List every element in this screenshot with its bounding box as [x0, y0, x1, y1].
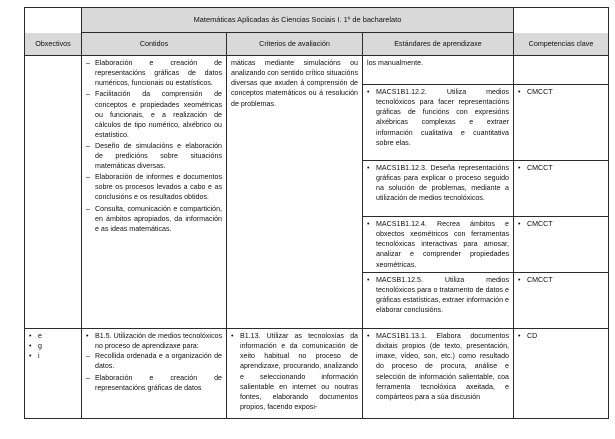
- competences-header-spacer: [514, 8, 609, 33]
- table-title: Matemáticas Aplicadas ás Ciencias Sociais I. 1º de bacharelato: [82, 8, 514, 33]
- competence-cell: [514, 273, 609, 329]
- list-item: • e: [29, 331, 77, 341]
- competence-cell: [514, 161, 609, 217]
- list-item: – Deseño de simulacións e elaboración de predicións sobre situacións matemáticas diversas.: [86, 141, 222, 171]
- standard-text: • MACS1B1.12.2. Utiliza medios tecnolóxicos para facer representacións gráficas de funcións con expresións alxébricas complexas e extraer información cualitativa e cuantitativa sobre elas.: [367, 87, 509, 148]
- table-row: [25, 329, 609, 419]
- table-row: [25, 56, 609, 85]
- header-objectives: Obxectivos: [25, 33, 82, 56]
- criteria-cell: [227, 329, 363, 419]
- criteria-text: máticas mediante simulacións ou analizando con sentido crítico situacións diversas que axuden á comprensión de conceptos matemáticos ou á resolución de problemas.: [231, 59, 358, 108]
- contents-cell: [82, 56, 227, 329]
- competence-cell: [514, 217, 609, 273]
- list-item: – Consulta, comunicación e compartición, en ámbitos apropiados, da información e as ideas matemáticas.: [86, 204, 222, 234]
- header-standards: Estándares de aprendizaxe: [363, 33, 514, 56]
- standard-cell: [363, 85, 514, 161]
- standard-text: • MACSB1.12.5. Utiliza medios tecnolóxicos para o tratamento de datos e gráficas estatísticas, extraer información e elaborar conclusións.: [367, 275, 509, 315]
- standard-cell: [363, 273, 514, 329]
- curriculum-table: [24, 7, 609, 419]
- header-row: [25, 33, 609, 56]
- objectives-header-spacer: [25, 8, 82, 33]
- objectives-cell: [25, 56, 82, 329]
- competence-cell: [514, 329, 609, 419]
- criteria-cell: [227, 56, 363, 329]
- contents-list: [86, 351, 222, 392]
- standard-cell: [363, 217, 514, 273]
- header-contents: Contidos: [82, 33, 227, 56]
- criteria-text: • B1.13. Utilizar as tecnoloxías da información e da comunicación de xeito habitual no proceso de aprendizaxe, procurando, analizando e seleccionando información salientable en internet ou noutras fontes, elaborando documentos propios, facendo exposi-: [231, 331, 358, 412]
- competence-cell: [514, 56, 609, 85]
- header-criteria: Criterios de avaliación: [227, 33, 363, 56]
- contents-cell: [82, 329, 227, 419]
- list-item: – Recollida ordenada e a organización de datos.: [86, 351, 222, 371]
- objectives-cell: [25, 329, 82, 419]
- competence-text: • CD: [518, 331, 604, 341]
- standard-text: • MACS1B1.13.1. Elabora documentos dixitais propios (de texto, presentación, imaxe, vídeo, son, etc.) como resultado do proceso de procura, análise e selección de información salientable, coa ferramenta tecnolóxica axeitada, e compárteos para a súa discusión: [367, 331, 509, 402]
- title-row: [25, 8, 609, 33]
- competence-text: • CMCCT: [518, 163, 604, 173]
- list-item: – Elaboración de informes e documentos sobre os procesos levados a cabo e as conclusións e os resultados obtidos.: [86, 172, 222, 202]
- list-item: • i: [29, 351, 77, 361]
- list-item: • g: [29, 341, 77, 351]
- objectives-list: [29, 331, 77, 361]
- competence-text: • CMCCT: [518, 219, 604, 229]
- competence-text: • CMCCT: [518, 275, 604, 285]
- list-item: – Facilitación da comprensión de conceptos e propiedades xeométricas ou funcionais, e a realización de cálculos de tipo numérico, alxébrico ou estatístico.: [86, 89, 222, 139]
- contents-intro: • B1.5. Utilización de medios tecnolóxicos no proceso de aprendizaxe para:: [86, 331, 222, 351]
- standard-cell: [363, 329, 514, 419]
- standard-cell: [363, 161, 514, 217]
- standard-text: los manualmente.: [367, 59, 423, 68]
- standard-cell: [363, 56, 514, 85]
- list-item: – Elaboración e creación de representacións gráficas de datos: [86, 373, 222, 393]
- header-competences: Competencias clave: [514, 33, 609, 56]
- competence-cell: [514, 85, 609, 161]
- contents-list: [86, 58, 222, 234]
- list-item: – Elaboración e creación de representacións gráficas de datos numéricos, funcionais ou estatísticos.: [86, 58, 222, 88]
- standard-text: • MACS1B1.12.4. Recrea ámbitos e obxectos xeométricos con ferramentas tecnolóxicas interactivas para amosar, analizar e comprender propiedades xeométricas.: [367, 219, 509, 269]
- standard-text: • MACS1B1.12.3. Deseña representacións gráficas para explicar o proceso seguido na solución de problemas, mediante a utilización de medios tecnolóxicos.: [367, 163, 509, 203]
- competence-text: • CMCCT: [518, 87, 604, 97]
